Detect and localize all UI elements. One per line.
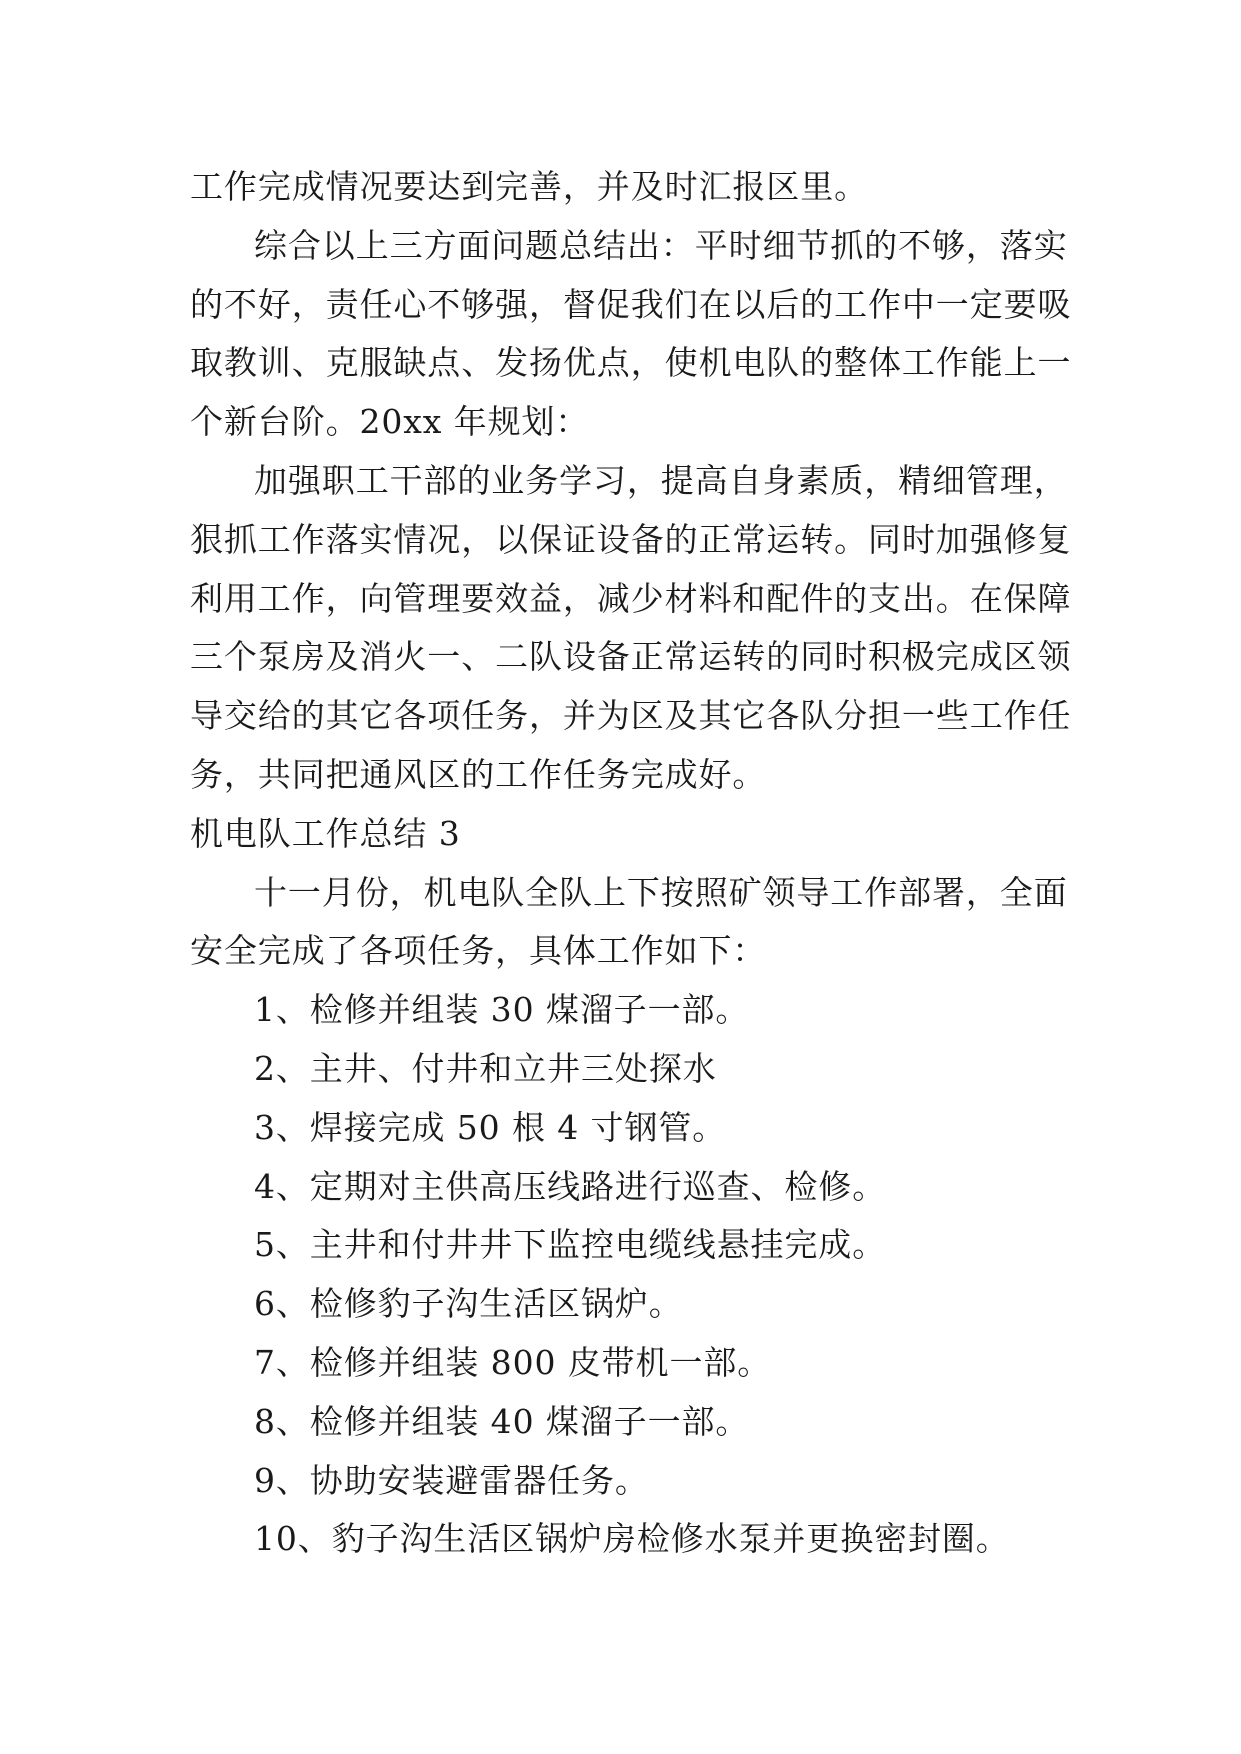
paragraph-line: 导交给的其它各项任务，并为区及其它各队分担一些工作任 [190,696,1072,736]
paragraph-line: 取教训、克服缺点、发扬优点，使机电队的整体工作能上一 [190,343,1072,383]
paragraph-line: 狠抓工作落实情况，以保证设备的正常运转。同时加强修复 [190,519,1072,559]
list-item: 6、检修豹子沟生活区锅炉。 [254,1284,683,1324]
paragraph-line: 务，共同把通风区的工作任务完成好。 [190,754,767,794]
document-body [190,158,1070,1569]
list-item: 2、主井、付井和立井三处探水 [254,1048,717,1088]
paragraph-line: 十一月份，机电队全队上下按照矿领导工作部署，全面 [254,872,1068,912]
paragraph-line: 安全完成了各项任务，具体工作如下： [190,931,767,971]
list-item: 1、检修并组装 30 煤溜子一部。 [254,990,750,1030]
list-item: 5、主井和付井井下监控电缆线悬挂完成。 [254,1225,887,1265]
list-item: 4、定期对主供高压线路进行巡查、检修。 [254,1166,887,1206]
list-item: 8、检修并组装 40 煤溜子一部。 [254,1401,750,1441]
list-item: 9、协助安装避雷器任务。 [254,1460,649,1500]
list-item: 10、豹子沟生活区锅炉房检修水泵并更换密封圈。 [254,1519,1010,1559]
paragraph-line: 工作完成情况要达到完善，并及时汇报区里。 [190,167,868,206]
list-item: 7、检修并组装 800 皮带机一部。 [254,1342,772,1382]
paragraph-line: 的不好，责任心不够强，督促我们在以后的工作中一定要吸 [190,284,1072,324]
paragraph-line: 综合以上三方面问题总结出：平时细节抓的不够，落实 [254,225,1068,265]
paragraph-line: 加强职工干部的业务学习，提高自身素质，精细管理， [254,460,1068,500]
list-item: 3、焊接完成 50 根 4 寸钢管。 [254,1107,727,1147]
paragraph-line: 三个泵房及消火一、二队设备正常运转的同时积极完成区领 [190,637,1072,677]
paragraph-line: 利用工作，向管理要效益，减少材料和配件的支出。在保障 [190,578,1072,618]
paragraph-line: 个新台阶。20xx 年规划： [190,402,590,442]
section-heading: 机电队工作总结 3 [190,813,461,853]
